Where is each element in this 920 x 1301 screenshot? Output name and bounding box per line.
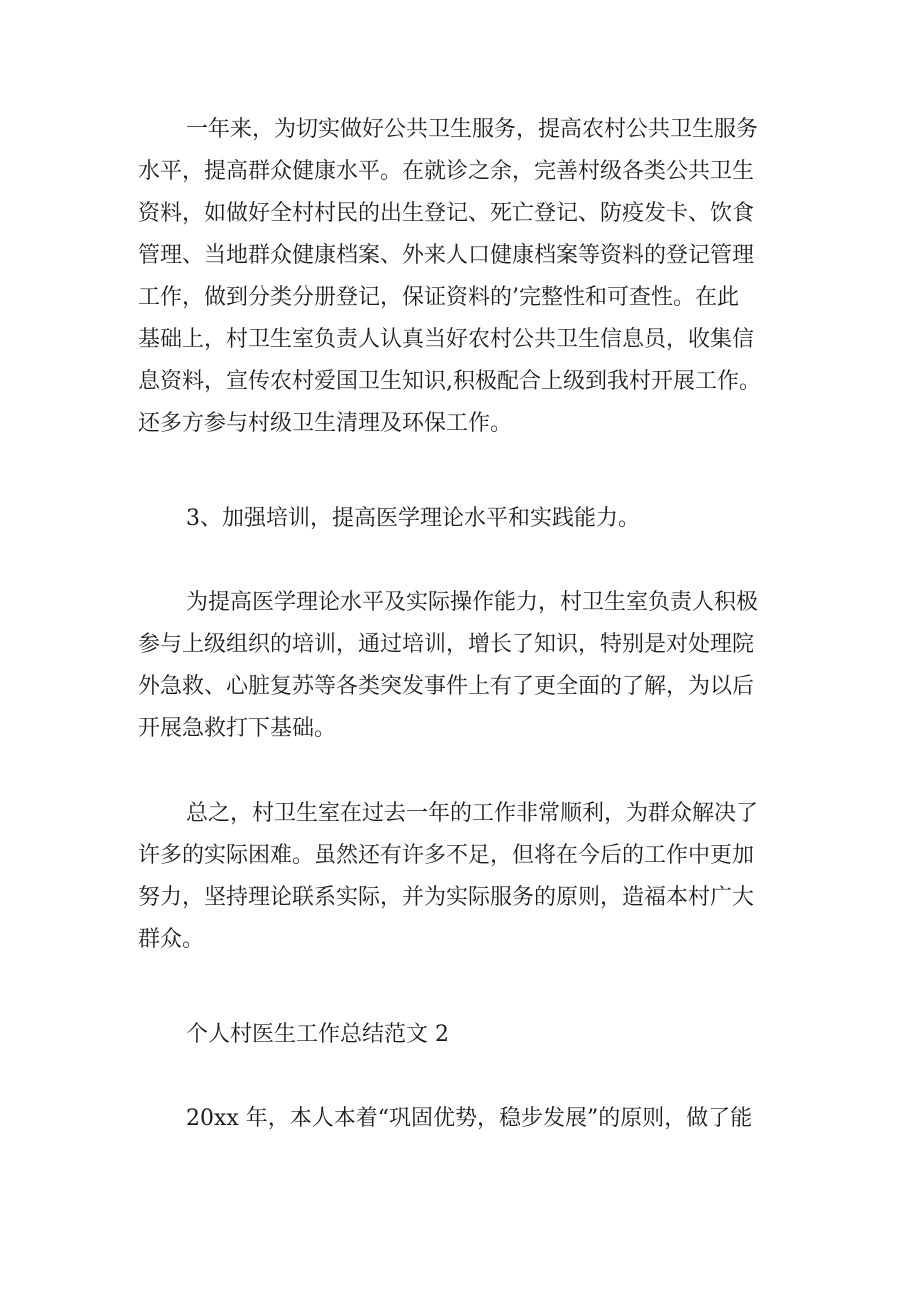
paragraph-2-line-2: 参与上级组织的培训，通过培训，增长了知识，特别是对处理院 [138, 632, 755, 657]
paragraph-1-line-1: 一年来，为切实做好公共卫生服务，提高农村公共卫生服务 [186, 117, 759, 142]
paragraph-1-line-5: 工作，做到分类分册登记，保证资料的’完整性和可查性。在此 [138, 285, 739, 310]
paragraph-1-line-4: 管理、当地群众健康档案、外来人口健康档案等资料的登记管理 [138, 243, 755, 268]
paragraph-3-line-2: 许多的实际困难。虽然还有许多不足，但将在今后的工作中更加 [138, 843, 755, 868]
paragraph-3-line-4: 群众。 [138, 927, 205, 952]
paragraph-3-line-1: 总之，村卫生室在过去一年的工作非常顺利，为群众解决了 [186, 801, 759, 826]
section-heading-3: 3、加强培训，提高医学理论水平和实践能力。 [186, 506, 640, 531]
paragraph-1-line-6: 基础上，村卫生室负责人认真当好农村公共卫生信息员，收集信 [138, 327, 755, 352]
paragraph-2-line-1: 为提高医学理论水平及实际操作能力，村卫生室负责人积极 [186, 590, 759, 615]
paragraph-1-line-8: 还多方参与村级卫生清理及环保工作。 [138, 411, 513, 436]
paragraph-2-line-4: 开展急救打下基础。 [138, 716, 337, 741]
paragraph-1-line-2: 水平，提高群众健康水平。在就诊之余，完善村级各类公共卫生 [138, 159, 755, 184]
paragraph-1-line-7: 息资料，宣传农村爱国卫生知识,积极配合上级到我村开展工作。 [138, 369, 761, 394]
section-title: 个人村医生工作总结范文 2 [186, 1022, 449, 1047]
paragraph-1-line-3: 资料，如做好全村村民的出生登记、死亡登记、防疫发卡、饮食 [138, 201, 755, 226]
paragraph-2-line-3: 外急救、心脏复苏等各类突发事件上有了更全面的了解，为以后 [138, 674, 755, 699]
paragraph-3-line-3: 努力，坚持理论联系实际，并为实际服务的原则，造福本村广大 [138, 885, 755, 910]
paragraph-4-line-1: 20xx 年，本人本着“巩固优势，稳步发展”的原则，做了能 [186, 1106, 753, 1131]
